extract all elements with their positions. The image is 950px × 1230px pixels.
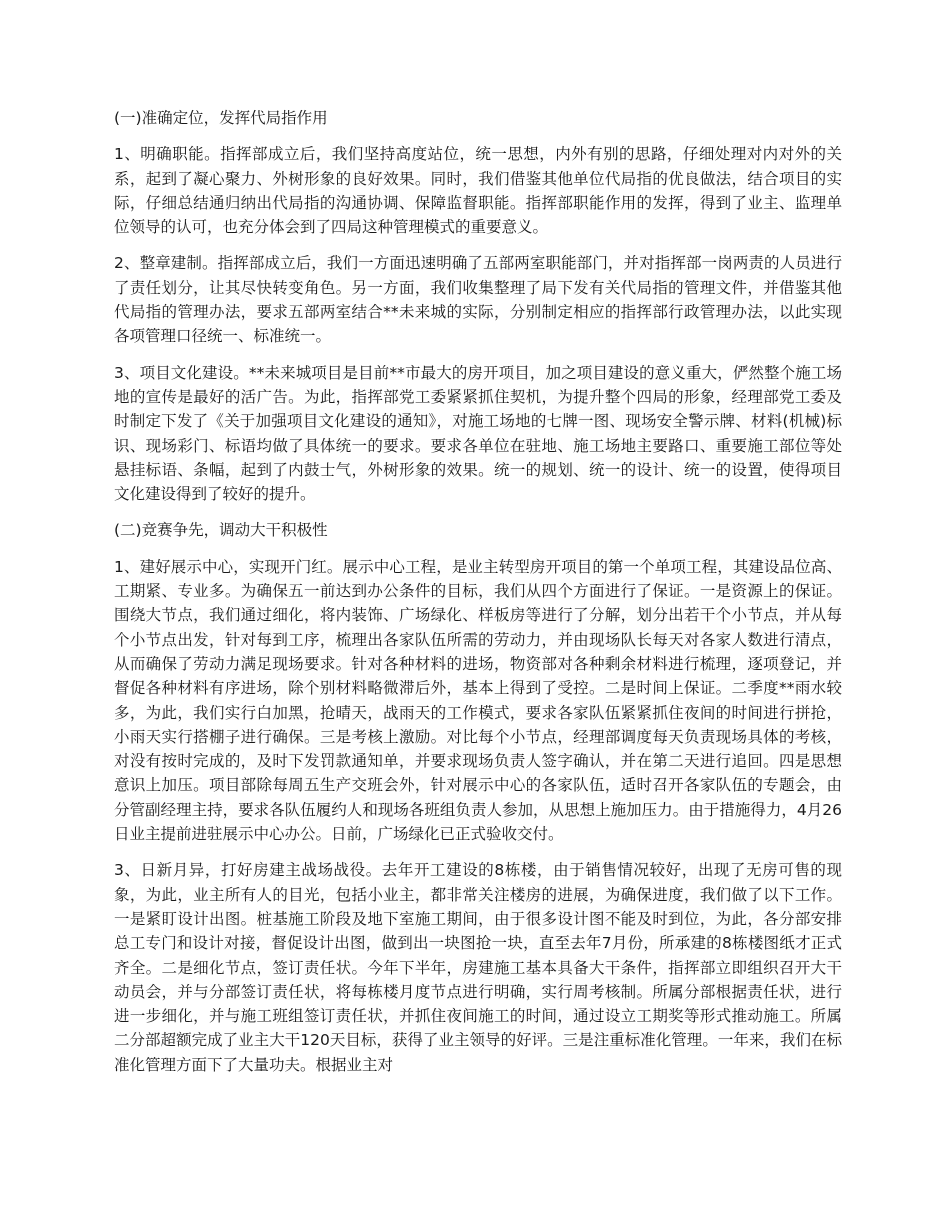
section-heading-1: (一)准确定位，发挥代局指作用 xyxy=(114,109,328,127)
paragraph-rules-system: 2、整章建制。指挥部成立后，我们一方面迅速明确了五部两室职能部门，并对指挥部一岗两责的人员进行了责任划分，让其尽快转变角色。另一方面，我们收集整理了局下发有关代局指的管理文件，并借鉴其他代局指的管理办法，要求五部两室结合**未来城的实际，分别制定相应的指挥部行政管理办法，以此实现各项管理口径统一、标准统一。 xyxy=(114,254,842,346)
section-heading-2: (二)竞赛争先，调动大干积极性 xyxy=(114,521,328,540)
paragraph-housing-battle: 3、日新月异，打好房建主战场战役。去年开工建设的8栋楼，由于销售情况较好，出现了无房可售的现象，为此，业主所有人的目光，包括小业主，都非常关注楼房的进展，为确保进度，我们做了以下工作。一是紧盯设计出图。桩基施工阶段及地下室施工期间，由于很多设计图不能及时到位，为此，各分部安排总工专门和设计对接，督促设计出图，做到出一块图抢一块，直至去年7月份，所承建的8栋楼图纸才正式齐全。二是细化节点，签订责任状。今年下半年，房建施工基本具备大干条件，指挥部立即组织召开大干动员会，并与分部签订责任状，将每栋楼月度节点进行明确，实行周考核制。所属分部根据责任状，进行进一步细化，并与施工班组签订责任状，并抓住夜间施工的时间，通过设立工期奖等形式推动施工。所属二分部超额完成了业主大干120天目标，获得了业主领导的好评。三是注重标准化管理。一年来，我们在标准化管理方面下了大量功夫。根据业主对 xyxy=(114,861,842,1074)
document-body xyxy=(114,106,842,1089)
paragraph-showcase-center: 1、建好展示中心，实现开门红。展示中心工程，是业主转型房开项目的第一个单项工程，其建设品位高、工期紧、专业多。为确保五一前达到办公条件的目标，我们从四个方面进行了保证。一是资源上的保证。围绕大节点，我们通过细化，将内装饰、广场绿化、样板房等进行了分解，划分出若干个小节点，并从每个小节点出发，针对每到工序，梳理出各家队伍所需的劳动力，并由现场队长每天对各家人数进行清点，从而确保了劳动力满足现场要求。针对各种材料的进场，物资部对各种剩余材料进行梳理，逐项登记，并督促各种材料有序进场，除个别材料略微滞后外，基本上得到了受控。二是时间上保证。二季度**雨水较多，为此，我们实行白加黑，抢晴天，战雨天的工作模式，要求各家队伍紧紧抓住夜间的时间进行拼抢，小雨天实行搭棚子进行确保。三是考核上激励。对比每个小节点，经理部调度每天负责现场具体的考核，对没有按时完成的，及时下发罚款通知单，并要求现场负责人签字确认，并在第二天进行追回。四是思想意识上加压。项目部除每周五生产交班会外，针对展示中心的各家队伍，适时召开各家队伍的专题会，由分管副经理主持，要求各队伍履约人和现场各班组负责人参加，从思想上施加压力。由于措施得力，4月26日业主提前进驻展示中心办公。日前，广场绿化已正式验收交付。 xyxy=(114,557,842,844)
paragraph-clarify-functions: 1、明确职能。指挥部成立后，我们坚持高度站位，统一思想，内外有别的思路，仔细处理对内对外的关系，起到了凝心聚力、外树形象的良好效果。同时，我们借鉴其他单位代局指的优良做法，结合项目的实际，仔细总结通归纳出代局指的沟通协调、保障监督职能。指挥部职能作用的发挥，得到了业主、监理单位领导的认可，也充分体会到了四局这种管理模式的重要意义。 xyxy=(114,145,842,237)
paragraph-project-culture: 3、项目文化建设。**未来城项目是目前**市最大的房开项目，加之项目建设的意义重大，俨然整个施工场地的宣传是最好的活广告。为此，指挥部党工委紧紧抓住契机，为提升整个四局的形象，经理部党工委及时制定下发了《关于加强项目文化建设的通知》，对施工场地的七牌一图、现场安全警示牌、材料(机械)标识、现场彩门、标语均做了具体统一的要求。要求各单位在驻地、施工场地主要路口、重要施工部位等处悬挂标语、条幅，起到了内鼓士气，外树形象的效果。统一的规划、统一的设计、统一的设置，使得项目文化建设得到了较好的提升。 xyxy=(114,363,842,504)
